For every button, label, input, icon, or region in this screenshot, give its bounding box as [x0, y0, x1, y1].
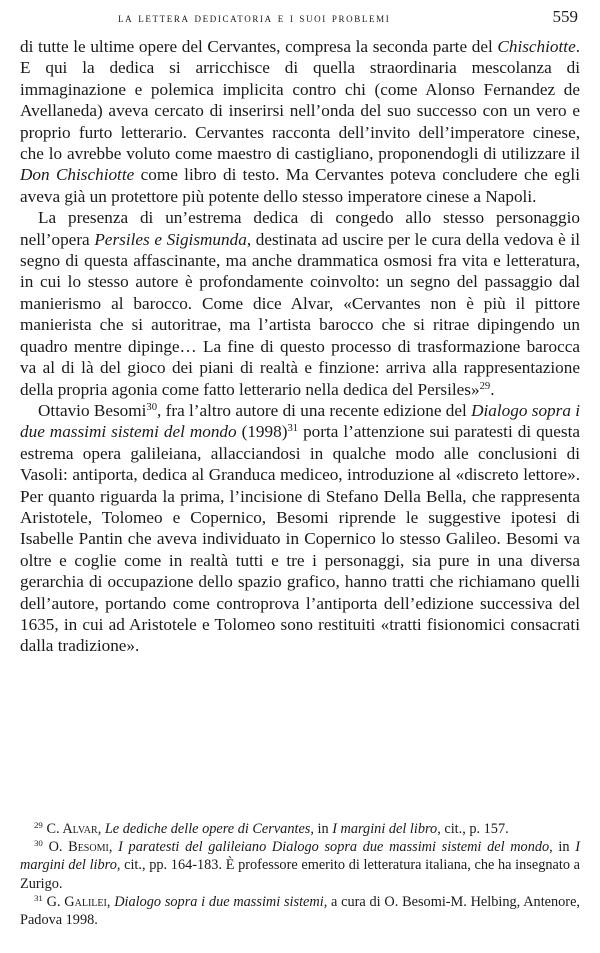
footnote-number: 30: [34, 838, 43, 849]
separator: , in: [310, 821, 333, 837]
italic-title: Dialogo sopra i due massimi sistemi del mondo: [20, 400, 580, 442]
page-number: 559: [552, 7, 578, 26]
footnote-rest: , a cura di O. Besomi-M. Helbing, Antenore, Padova 1998.: [20, 893, 580, 929]
italic-title: Persiles e Sigismunda: [94, 229, 247, 249]
page-header: [0, 7, 600, 30]
footnote-author: O. Besomi: [48, 839, 109, 856]
footnote-rest: , cit., p. 157.: [437, 821, 509, 837]
footnote-29: [20, 820, 580, 838]
footnote-ref: 29: [479, 380, 491, 392]
footnote-31: [20, 893, 580, 929]
footnote-number: 31: [34, 892, 43, 903]
footnote-author: C. Alvar: [46, 821, 98, 837]
footnote-book: I margini del libro: [20, 839, 581, 874]
separator: ,: [108, 839, 119, 856]
text-run: come libro di testo. Ma Cervantes poteva concludere che egli aveva già un protettore più potente dello stesso imperatore cinese a Napoli.: [20, 165, 580, 206]
text-run: . E qui la dedica si arricchisce di quella straordinaria mescolanza di immaginazione e polemica implicita contro chi (come Alonso Fernandez de Avellaneda) aveva cercato di inserirsi nell’onda del suo successo con un vero e proprio furto letterario. Cervantes racconta dell’invito dell’imperatore cinese, che lo avrebbe voluto come maestro di castigliano, proponendogli di utilizzare il: [20, 37, 580, 164]
text-run: di tutte le ultime opere del Cervantes, compresa la seconda parte del: [20, 37, 498, 56]
text-run: .: [490, 379, 495, 399]
footnote-title: Le dediche delle opere di Cervantes: [104, 821, 311, 837]
separator: ,: [97, 821, 105, 837]
paragraph-1: [20, 36, 580, 207]
footnote-rest: , cit., pp. 164-183. È professore emerito di letteratura italiana, che ha insegnato a Zurigo.: [20, 857, 580, 892]
italic-title: Chischiotte: [497, 37, 576, 56]
footnote-30: [20, 838, 580, 893]
separator: , in: [549, 839, 576, 856]
separator: ,: [106, 893, 115, 910]
text-run: (1998): [236, 422, 288, 442]
footnote-title: Dialogo sopra i due massimi sistemi: [114, 893, 324, 910]
text-run: La presenza di un’estrema dedica di congedo allo stesso personaggio nell’opera: [20, 208, 580, 249]
text-run: , fra l’altro autore di una recente edizione del: [157, 400, 472, 420]
text-run: porta l’attenzione sui paratesti di questa estrema opera galileiana, allacciandosi in qualche modo alle conclusioni di Vasoli: antiporta, dedica al Granduca mediceo, introduzione al «discreto lettore». Per quanto riguarda la prima, l’incisione di Stefano Della Bella, che rappresenta Aristotele, Tolomeo e Copernico, Besomi riprende le suggestive ipotesi di Isabelle Pantin che aveva individuato in Copernico lo stesso Galileo. Besomi va oltre e coglie come in realtà tutti e tre i personaggi, sia pure in una diversa gerarchia di occupazione dello spazio grafico, hanno tratti che richiamano quelli dell’autore, portando come controprova l’antiporta dell’edizione successiva del 1635, in cui ad Aristotele e Tolomeo sono restituiti «tratti fisionomici consacrati dalla tradizione».: [20, 422, 580, 656]
footnote-title: I paratesti del galileiano Dialogo sopra due massimi sistemi del mondo: [118, 839, 550, 856]
footnote-ref: 30: [146, 402, 158, 414]
main-text: [20, 36, 580, 657]
text-run: , destinata ad uscire per le cura della vedova è il segno di questa affascinante, ma anche drammatica osmosi fra vita e letteratura, in cui lo stesso autore è profondamente coinvolto: un segno del passaggio dal manierismo al barocco. Come dice Alvar, «Cervantes non è più il pittore manierista che si autoritrae, ma l’artista barocco che si ritrae dipingendo un quadro mentre dipinge… La fine di questo processo di trasformazione barocca va al di là del gioco dei piani di realtà e finzione: arriva alla rappresentazione della propria agonia come fatto letterario nella dedica del Persiles»: [20, 229, 580, 399]
footnote-author: G. Galilei: [46, 893, 107, 910]
italic-title: Don Chischiotte: [20, 165, 135, 185]
footnote-ref: 31: [287, 423, 299, 435]
running-title: la lettera dedicatoria e i suoi problemi: [118, 10, 391, 25]
text-run: Ottavio Besomi: [38, 400, 147, 420]
paragraph-2: [20, 207, 580, 400]
footnotes: [20, 820, 580, 929]
footnote-number: 29: [34, 820, 43, 831]
footnote-book: I margini del libro: [332, 821, 438, 837]
paragraph-3: [20, 400, 580, 657]
